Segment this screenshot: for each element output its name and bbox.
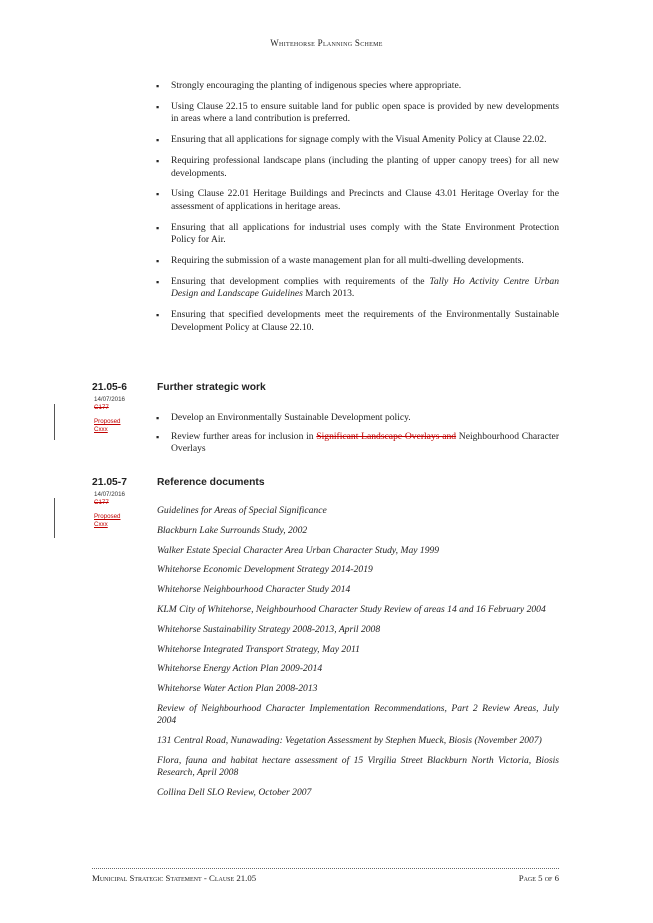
section-number: 21.05-6 [92, 382, 127, 393]
amendment-deleted: C177 [94, 498, 109, 506]
reference-item: Whitehorse Energy Action Plan 2009-2014 [157, 663, 323, 675]
reference-list [157, 505, 559, 807]
proposed-amendment: Proposed [94, 418, 121, 426]
bullet-text: March 2013. [302, 288, 355, 300]
reference-item: Whitehorse Economic Development Strategy 2014-2019 [157, 564, 373, 576]
proposed-amendment-code: Cxxx [94, 520, 108, 528]
bullet-text: Neighbourhood Character Overlays [171, 430, 560, 455]
bullet-item: ▪ Ensuring that specified developments meet the requirements of the Environmentally Sustainable Development Policy at Clause 22.10. [155, 309, 559, 334]
proposed-amendment: Proposed [94, 513, 121, 521]
bullet-item: ▪ Strongly encouraging the planting of indigenous species where appropriate. [155, 80, 559, 93]
section-meta [94, 396, 125, 433]
bullet-text: Ensuring that development complies with requirements of the [171, 275, 430, 287]
bullet-item: ▪ Requiring professional landscape plans (including the planting of upper canopy trees) for all new developments. [155, 155, 559, 180]
reference-item: Review of Neighbourhood Character Implementation Recommendations, Part 2 Review Areas, July 2004 [157, 702, 559, 727]
reference-item: Walker Estate Special Character Area Urban Character Study, May 1999 [157, 544, 440, 556]
deleted-text: Significant Landscape Overlays and [316, 430, 457, 442]
bullet-item: ▪ Requiring the submission of a waste management plan for all multi-dwelling developments. [155, 255, 559, 268]
bullet-item: ▪ Develop an Environmentally Sustainable Development policy. [155, 412, 559, 425]
page-header: Whitehorse Planning Scheme [270, 38, 383, 48]
bullet-item: ▪ Ensuring that all applications for industrial uses comply with the State Environment Protection Policy for Air. [155, 222, 559, 247]
bullet-item: ▪ Using Clause 22.15 to ensure suitable land for public open space is provided by new developments in areas where a land contribution is preferred. [155, 101, 559, 126]
bullet-item: ▪ Ensuring that all applications for signage comply with the Visual Amenity Policy at Clause 22.02. [155, 134, 559, 147]
reference-item: Flora, fauna and habitat hectare assessment of 15 Virgilia Street Blackburn North Victoria, Biosis Research, April 2008 [157, 754, 559, 779]
reference-item: Whitehorse Integrated Transport Strategy, May 2011 [157, 643, 360, 655]
bullet-item: ▪ Using Clause 22.01 Heritage Buildings and Precincts and Clause 43.01 Heritage Overlay for the assessment of applications in heritage areas. [155, 188, 559, 213]
change-bar [54, 498, 55, 538]
reference-item: KLM City of Whitehorse, Neighbourhood Character Study Review of areas 14 and 16 February 2004 [157, 603, 546, 615]
proposed-amendment-code: Cxxx [94, 425, 108, 433]
reference-item: Blackburn Lake Surrounds Study, 2002 [157, 524, 308, 536]
document-title-italic: Tally Ho Activity Centre Urban Design and Landscape Guidelines [171, 275, 559, 300]
section-title: Reference documents [157, 477, 265, 488]
section-date: 14/07/2016 [94, 396, 125, 403]
footer-clause: Municipal Strategic Statement - Clause 21.05 [92, 873, 257, 883]
bullet-text: Review further areas for inclusion in [171, 430, 317, 442]
reference-item: Whitehorse Neighbourhood Character Study 2014 [157, 584, 351, 596]
further-work-list [155, 412, 559, 462]
section-meta [94, 491, 125, 528]
footer-divider [92, 868, 559, 869]
section-date: 14/07/2016 [94, 491, 125, 498]
amendment-deleted: C177 [94, 403, 109, 411]
reference-item: 131 Central Road, Nunawading: Vegetation Assessment by Stephen Mueck, Biosis (November 2007) [157, 735, 542, 747]
footer-page-number: Page 5 of 6 [518, 873, 559, 883]
strategy-bullet-list [155, 80, 559, 343]
reference-item: Collina Dell SLO Review, October 2007 [157, 787, 312, 799]
reference-item: Guidelines for Areas of Special Significance [157, 505, 327, 516]
reference-item: Whitehorse Water Action Plan 2008-2013 [157, 683, 318, 695]
bullet-item [155, 276, 559, 301]
change-bar [54, 404, 55, 440]
reference-item: Whitehorse Sustainability Strategy 2008-2013, April 2008 [157, 623, 381, 635]
section-title: Further strategic work [157, 382, 266, 393]
bullet-item [155, 431, 559, 456]
section-number: 21.05-7 [92, 477, 127, 488]
